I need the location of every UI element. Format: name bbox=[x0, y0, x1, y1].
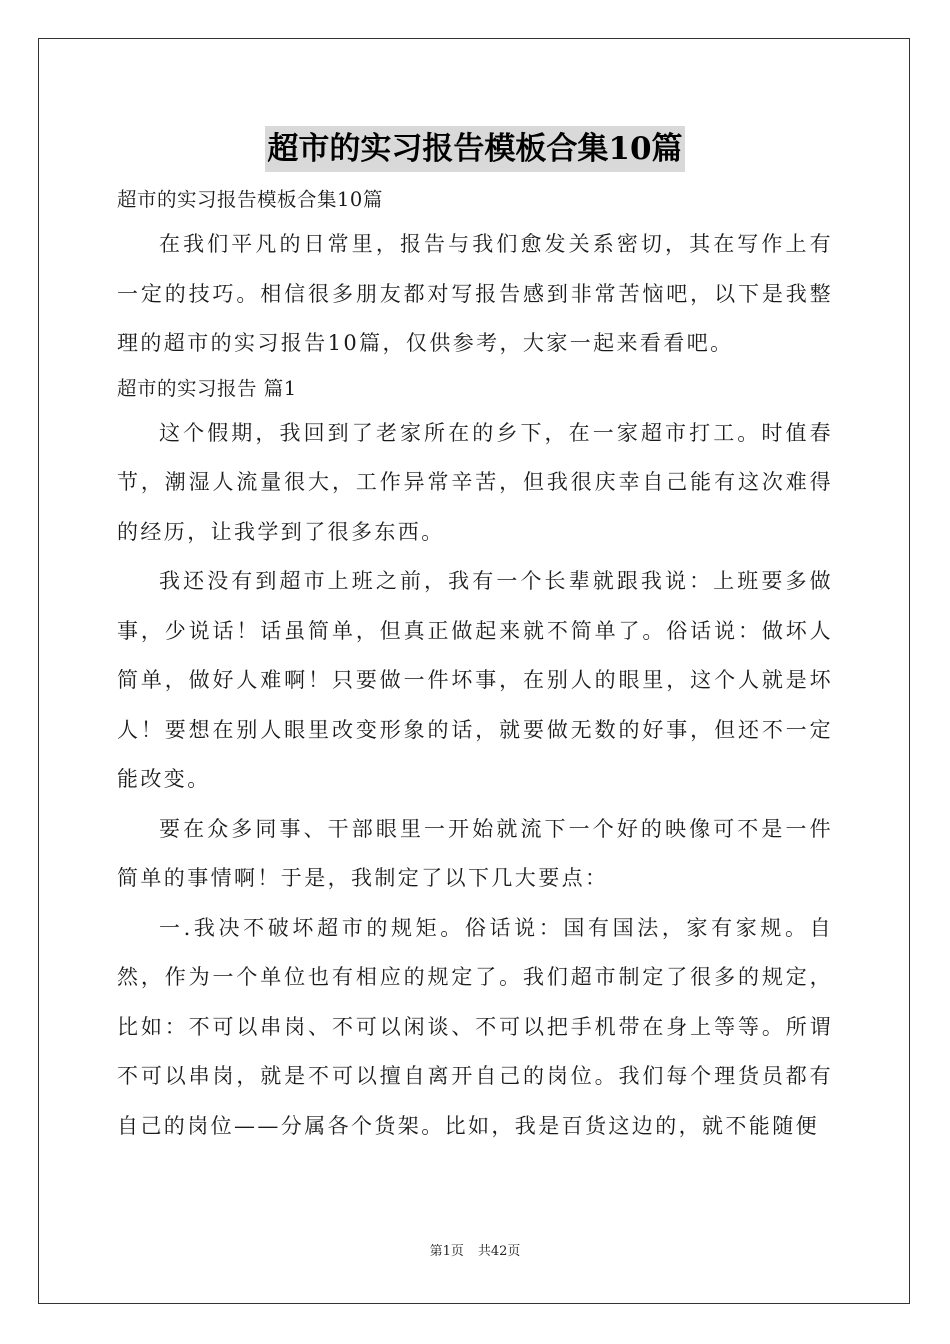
page-footer bbox=[0, 1240, 950, 1259]
body-paragraph: 我还没有到超市上班之前，我有一个长辈就跟我说：上班要多做事，少说话！话虽简单，但真正做起来就不简单了。俗话说：做坏人简单，做好人难啊！只要做一件坏事，在别人的眼里，这个人就是坏人！要想在别人眼里改变形象的话，就要做无数的好事，但还不一定能改变。 bbox=[117, 569, 833, 791]
body-paragraph: 一.我决不破坏超市的规矩。俗话说：国有国法，家有家规。自然，作为一个单位也有相应的规定了。我们超市制定了很多的规定，比如：不可以串岗、不可以闲谈、不可以把手机带在身上等等。所谓不可以串岗，就是不可以擅自离开自己的岗位。我们每个理货员都有自己的岗位——分属各个货架。比如，我是百货这边的，就不能随便 bbox=[117, 915, 833, 1138]
body-paragraph: 要在众多同事、干部眼里一开始就流下一个好的映像可不是一件简单的事情啊！于是，我制定了以下几大要点： bbox=[117, 816, 833, 890]
document-body bbox=[117, 180, 833, 1151]
section-heading: 超市的实习报告 篇1 bbox=[117, 376, 297, 400]
body-paragraph: 这个假期，我回到了老家所在的乡下，在一家超市打工。时值春节，潮湿人流量很大，工作异常辛苦，但我很庆幸自己能有这次难得的经历，让我学到了很多东西。 bbox=[117, 420, 833, 544]
page-total: 共42页 bbox=[477, 1244, 521, 1259]
title-container bbox=[0, 126, 950, 172]
intro-paragraph: 在我们平凡的日常里，报告与我们愈发关系密切，其在写作上有一定的技巧。相信很多朋友都对写报告感到非常苦恼吧，以下是我整理的超市的实习报告10篇，仅供参考，大家一起来看看吧。 bbox=[117, 232, 833, 355]
subtitle-line: 超市的实习报告模板合集10篇 bbox=[117, 188, 383, 211]
document-title: 超市的实习报告模板合集10篇 bbox=[265, 126, 684, 172]
page-number: 第1页 bbox=[429, 1244, 464, 1259]
